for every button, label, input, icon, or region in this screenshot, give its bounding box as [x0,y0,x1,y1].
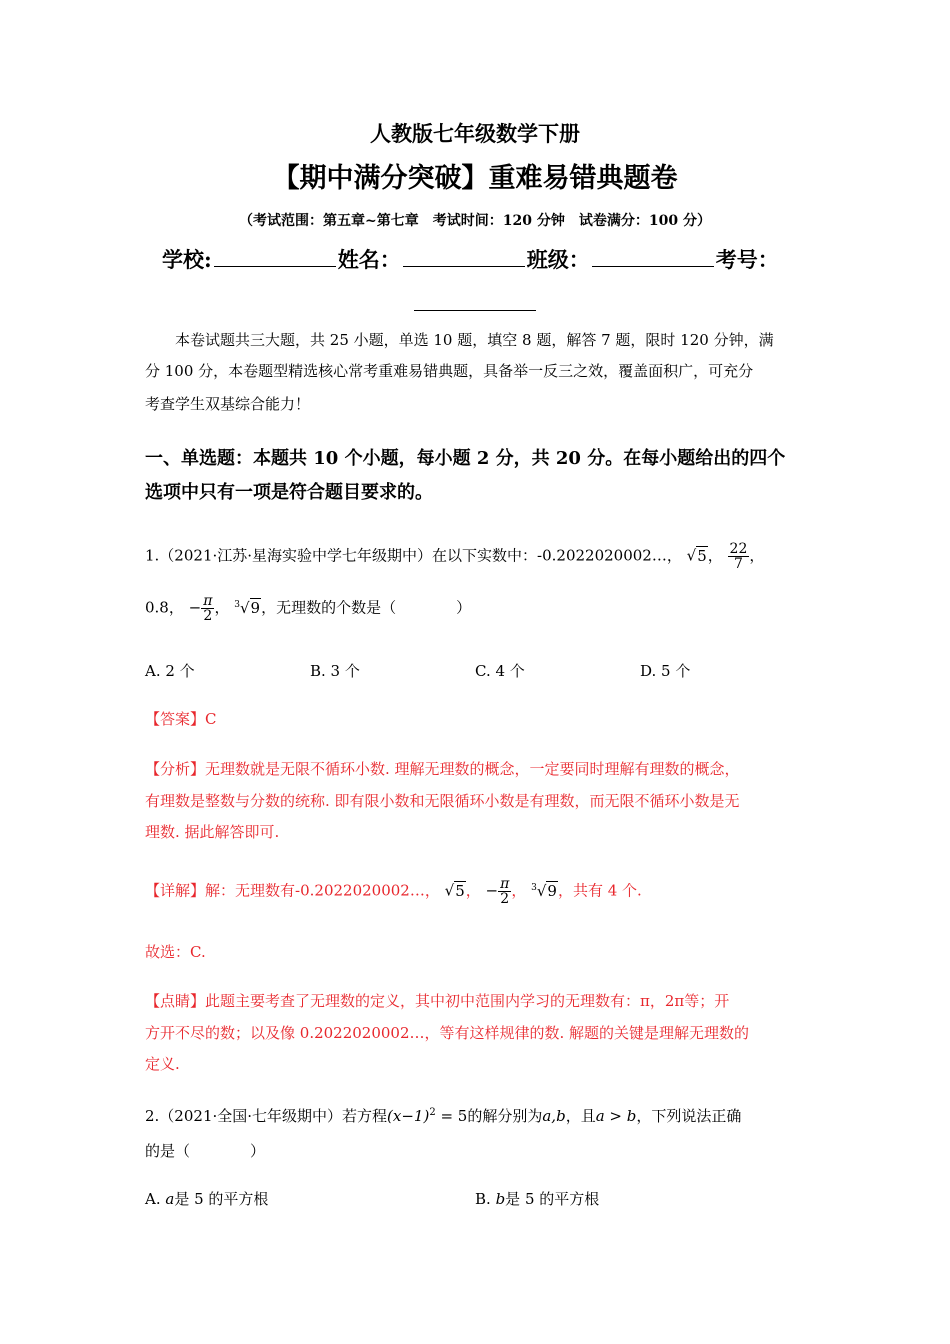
q1-comment-line-1: 【点睛】此题主要考查了无理数的定义，其中初中范围内学习的无理数有：π，2π等；开 [145,992,730,1010]
q1-answer: 【答案】C [145,710,217,728]
q1-option-d[interactable]: D. 5 个 [640,662,691,680]
q1-analysis-line-2: 有理数是整数与分数的统称. 即有限小数和无限循环小数是有理数，而无限不循环小数是无 [145,792,740,810]
q2-stem-line-2: 的是（ ） [145,1142,266,1160]
q1-analysis-line-3: 理数. 据此解答即可. [145,823,280,841]
q1-stem-line-2: 0.8， − $\frac{\pi}{2}$ ， $^3$√9，无理数的个数是（ ） [145,593,472,624]
q1-option-a[interactable]: A. 2 个 [145,662,195,680]
q2-option-a[interactable]: A. a是 5 的平方根 [145,1190,269,1208]
number-label: 考号： [715,247,779,272]
page-title: 【期中满分突破】重难易错典题卷 [272,163,678,194]
sqrt-5: √5 [686,546,707,565]
number-blank[interactable] [414,310,536,311]
fraction-pi-2: $\frac{\pi}{2}$ [203,593,213,624]
school-label: 学校: [162,247,212,272]
class-blank[interactable] [592,246,714,267]
q1-choose: 故选：C. [145,943,206,961]
equation: $(x-1)^2 = 5$ [387,1107,468,1125]
class-label: 班级： [526,247,590,272]
q1-option-c[interactable]: C. 4 个 [475,662,525,680]
intro-line-1: 本卷试题共三大题，共 25 小题，单选 10 题，填空 8 题，解答 7 题，限时 120 分钟，满 [175,331,774,349]
q1-detail: 【详解】解：无理数有-0.2022020002…， √5， − $\frac{\pi}{2}$ ， $^3$√9，共有 4 个. [145,876,642,907]
name-label: 姓名： [337,247,401,272]
intro-line-3: 考查学生双基综合能力！ [145,395,311,413]
fraction-22-7: $\frac{22}{7}$ [729,541,748,572]
q1-stem-text: 1.（2021·江苏·星海实验中学七年级期中）在以下实数中：-0.2022020002…， [145,546,682,565]
q1-comment-line-3: 定义. [145,1055,180,1073]
q1-comment-line-2: 方开不尽的数；以及像 0.2022020002…，等有这样规律的数. 解题的关键是理解无理数的 [145,1024,750,1042]
q2-stem-line-1: 2.（2021·全国·七年级期中）若方程$(x-1)^2 = 5$的解分别为a,b，且a > b，下列说法正确 [145,1107,742,1125]
q2-option-b[interactable]: B. b是 5 的平方根 [475,1190,600,1208]
q1-stem-line-1: 1.（2021·江苏·星海实验中学七年级期中）在以下实数中：-0.2022020002…， √5， $\frac{22}{7}$ ， [145,541,765,572]
cube-root-9: $^3$√9 [234,598,261,617]
exam-range: （考试范围：第五章~第七章 考试时间：120 分钟 试卷满分：100 分） [239,213,711,229]
q1-analysis-line-1: 【分析】无理数就是无限不循环小数. 理解无理数的概念，一定要同时理解有理数的概念， [145,760,740,778]
section-heading-line-1: 一、单选题：本题共 10 个小题，每小题 2 分，共 20 分。在每小题给出的四个 [145,448,786,469]
name-blank[interactable] [403,246,525,267]
repeating-decimal: 0.8 [145,598,169,617]
school-blank[interactable] [214,246,336,267]
section-heading-line-2: 选项中只有一项是符合题目要求的。 [145,482,433,503]
student-fields [162,244,779,274]
intro-line-2: 分 100 分，本卷题型精选核心常考重难易错典题，具备举一反三之效，覆盖面积广，可充分 [145,362,754,380]
section-heading [145,442,825,510]
q1-option-b[interactable]: B. 3 个 [310,662,360,680]
subtitle: 人教版七年级数学下册 [370,121,580,146]
